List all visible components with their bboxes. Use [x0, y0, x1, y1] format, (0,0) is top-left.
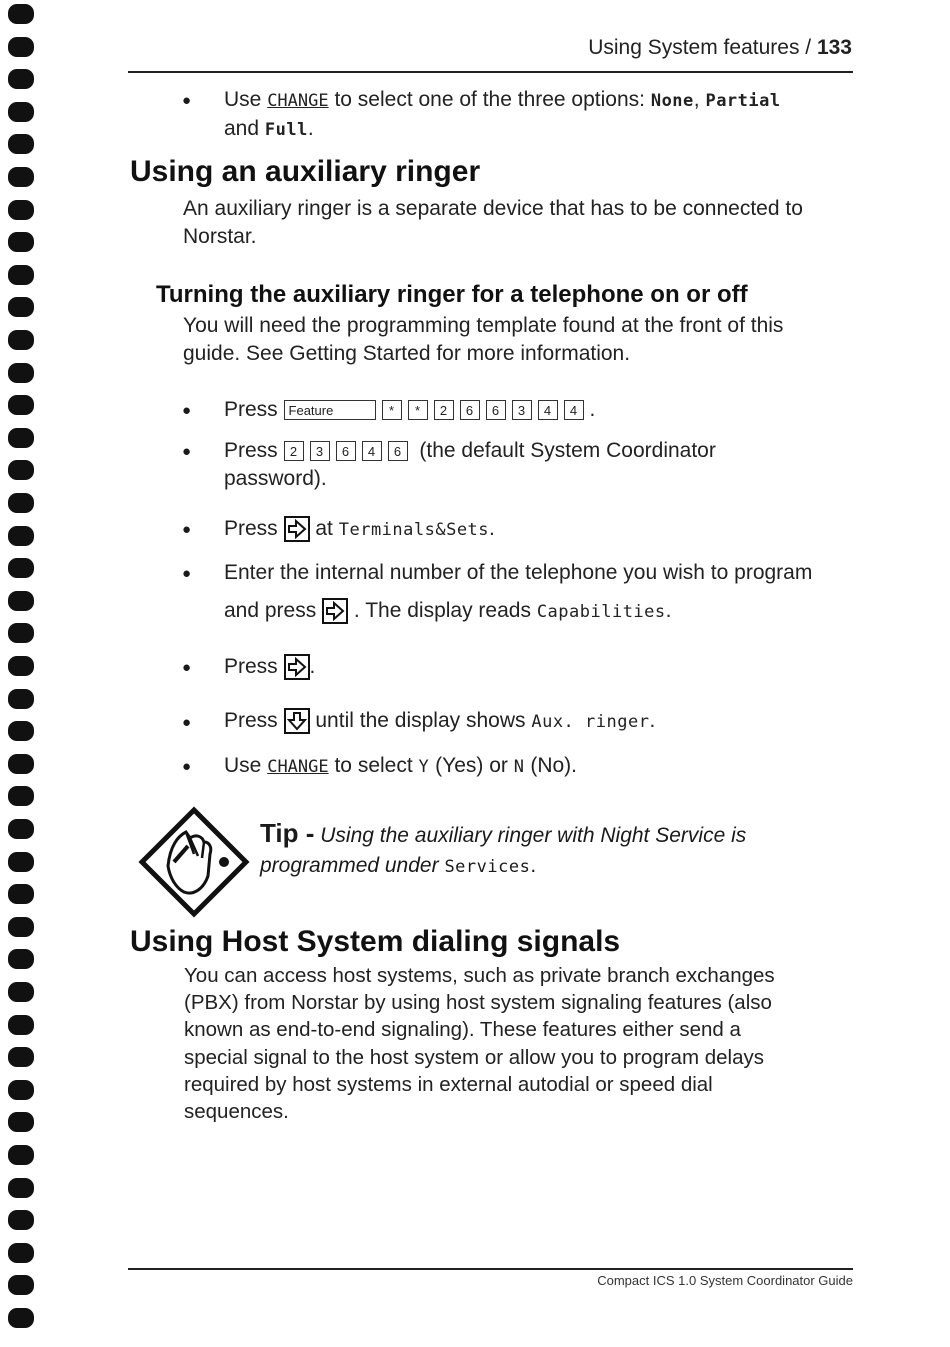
keypad-key: 6 [388, 441, 408, 461]
bullet: ● [182, 758, 192, 775]
running-header [588, 36, 852, 60]
intro-end: . [307, 117, 314, 140]
step-text: and press [224, 599, 317, 622]
change-softkey: CHANGE [267, 91, 329, 111]
feature-key: Feature [284, 400, 376, 420]
display-aux-ringer: Aux. ringer [531, 712, 650, 732]
display-yes: Y [418, 757, 430, 777]
binding-hole [8, 1112, 34, 1132]
step-6 [224, 707, 655, 736]
section1-line: Norstar. [183, 225, 257, 248]
binding-hole [8, 493, 34, 513]
option-partial: Partial [705, 91, 781, 111]
tip-end: . [530, 854, 537, 877]
binding-hole [8, 852, 34, 872]
binding-hole [8, 656, 34, 676]
section2-line: special signal to the host system or allow you to program delays [184, 1045, 764, 1069]
change-softkey: CHANGE [267, 757, 329, 777]
step-text: until the display shows [315, 709, 526, 732]
subsection-body [183, 312, 863, 368]
section1-line: An auxiliary ringer is a separate device that has to be connected to [183, 197, 803, 220]
bullet: ● [182, 565, 192, 582]
bullet: ● [182, 443, 192, 460]
page-number: 133 [816, 36, 852, 59]
binding-hole [8, 232, 34, 252]
display-no: N [513, 757, 525, 777]
keypad-key: 6 [460, 400, 480, 420]
right-arrow-key-icon [284, 516, 310, 542]
binding-hole [8, 167, 34, 187]
keypad-key: 2 [434, 400, 454, 420]
key-sequence [382, 398, 590, 421]
binding-hole [8, 1015, 34, 1035]
step-text: (the default System Coordinator [419, 439, 716, 462]
intro-text: and [224, 117, 265, 140]
intro-text: to select one of the three options: [328, 88, 651, 111]
step-1 [224, 396, 595, 424]
keypad-key: * [408, 400, 428, 420]
step-press: Press [224, 398, 278, 421]
subsection-title: Turning the auxiliary ringer for a telephone on or off [156, 281, 748, 308]
section2-line: known as end-to-end signaling). These features either send a [184, 1018, 741, 1042]
subsection-line: guide. See Getting Started for more information. [183, 342, 631, 365]
step-text: Use [224, 754, 262, 777]
display-terminals-sets: Terminals&Sets [338, 520, 490, 540]
keypad-key: 2 [284, 441, 304, 461]
option-full: Full [264, 120, 308, 140]
section2-line: required by host systems in external autodial or speed dial [184, 1072, 713, 1096]
keypad-key: 4 [538, 400, 558, 420]
binding-hole [8, 102, 34, 122]
key-sequence [284, 439, 414, 462]
display-capabilities: Capabilities [536, 602, 666, 622]
binding-hole [8, 428, 34, 448]
step-5 [224, 653, 315, 681]
step-7 [224, 752, 577, 781]
keypad-key: 3 [310, 441, 330, 461]
step-press: Press [224, 709, 278, 732]
step-text: . The display reads [353, 599, 531, 622]
step-end: . [649, 709, 656, 732]
step-3 [224, 515, 495, 544]
tip-line: Using the auxiliary ringer with Night Service is [320, 824, 747, 847]
step-text: (Yes) or [435, 754, 508, 777]
binding-hole [8, 363, 34, 383]
tip-label: Tip - [260, 818, 315, 848]
step-press: Press [224, 439, 278, 462]
step-2 [224, 437, 824, 493]
section-title-host-dialing: Using Host System dialing signals [130, 925, 621, 958]
tip-text [260, 818, 850, 882]
option-none: None [650, 91, 694, 111]
keypad-key: 6 [336, 441, 356, 461]
intro-sep: , [693, 88, 706, 111]
binding-hole [8, 134, 34, 154]
binding-hole [8, 754, 34, 774]
keypad-key: 3 [512, 400, 532, 420]
step-text: at [315, 517, 333, 540]
bullet: ● [182, 714, 192, 731]
down-arrow-key-icon [284, 708, 310, 734]
footer-rule [128, 1268, 853, 1270]
bullet: ● [182, 521, 192, 538]
binding-hole [8, 37, 34, 57]
step-text: Enter the internal number of the telephone you wish to program [224, 561, 813, 584]
section1-body [183, 195, 863, 251]
step-press: Press [224, 517, 278, 540]
intro-bullet-text [224, 86, 844, 144]
step-4 [224, 559, 864, 626]
step-text: (No). [530, 754, 577, 777]
step-end: . [489, 517, 495, 540]
binding-hole [8, 1047, 34, 1067]
header-rule [128, 71, 853, 73]
binding-hole [8, 1275, 34, 1295]
binding-hole [8, 558, 34, 578]
tip-line: programmed under [260, 854, 439, 877]
section2-line: sequences. [184, 1100, 289, 1124]
binding-hole [8, 917, 34, 937]
right-arrow-key-icon [284, 654, 310, 680]
binding-hole [8, 460, 34, 480]
section2-line: You can access host systems, such as private branch exchanges [184, 964, 775, 987]
subsection-line: You will need the programming template found at the front of this [183, 314, 784, 337]
binding-hole [8, 623, 34, 643]
binding-hole [8, 526, 34, 546]
section-title-auxiliary-ringer: Using an auxiliary ringer [130, 155, 481, 188]
bullet: ● [182, 92, 192, 109]
right-arrow-key-icon [322, 598, 348, 624]
step-text: to select [334, 754, 413, 777]
display-services: Services [444, 857, 531, 877]
bullet: ● [182, 402, 192, 419]
binding-hole [8, 395, 34, 415]
binding-hole [8, 1210, 34, 1230]
header-section: Using System features / [588, 36, 817, 59]
intro-text: Use [224, 88, 268, 111]
binding-hole [8, 1080, 34, 1100]
bullet: ● [182, 659, 192, 676]
step-end: . [589, 398, 596, 421]
keypad-key: 4 [564, 400, 584, 420]
step-end: . [309, 655, 316, 678]
footer-text: Compact ICS 1.0 System Coordinator Guide [597, 1273, 853, 1288]
binding-hole [8, 949, 34, 969]
binding-hole [8, 819, 34, 839]
binding-hole [8, 297, 34, 317]
section2-line: (PBX) from Norstar by using host system signaling features (also [184, 991, 772, 1015]
binding-hole [8, 786, 34, 806]
section2-body [184, 962, 854, 1125]
binding-hole [8, 591, 34, 611]
spiral-binding [8, 0, 38, 1347]
binding-hole [8, 4, 34, 24]
binding-hole [8, 982, 34, 1002]
binding-hole [8, 1145, 34, 1165]
tip-hand-icon [138, 806, 250, 918]
binding-hole [8, 1178, 34, 1198]
binding-hole [8, 265, 34, 285]
binding-hole [8, 721, 34, 741]
binding-hole [8, 1308, 34, 1328]
binding-hole [8, 1243, 34, 1263]
keypad-key: 4 [362, 441, 382, 461]
keypad-key: * [382, 400, 402, 420]
step-text: password). [224, 467, 327, 490]
step-press: Press [224, 655, 278, 678]
binding-hole [8, 884, 34, 904]
binding-hole [8, 330, 34, 350]
binding-hole [8, 689, 34, 709]
step-end: . [665, 599, 672, 622]
binding-hole [8, 69, 34, 89]
keypad-key: 6 [486, 400, 506, 420]
binding-hole [8, 200, 34, 220]
